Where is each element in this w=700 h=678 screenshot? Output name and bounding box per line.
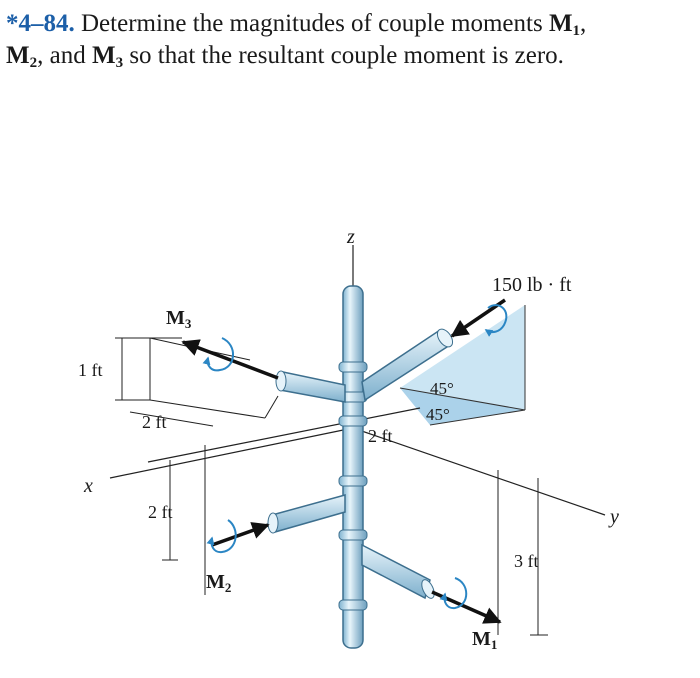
- problem-text-part-2: , and: [37, 42, 92, 69]
- x-axis-line: [110, 428, 353, 478]
- symbol-m2: $M_2$: [6, 42, 38, 71]
- upper-left-branch: [276, 371, 345, 402]
- axis-label-y: y: [610, 506, 619, 528]
- vertical-pipe: [339, 286, 367, 648]
- angle-label-lower: 45°: [426, 405, 450, 424]
- problem-number: *4–84.: [6, 10, 75, 37]
- dimension-lines: [130, 412, 548, 635]
- axis-label-x: x: [84, 475, 93, 497]
- dimension-label-2ft-lower: 2 ft: [148, 502, 173, 522]
- angle-label-upper: 45°: [430, 379, 454, 398]
- problem-separator: ,: [580, 10, 587, 37]
- label-m3: $M_3$: [166, 307, 192, 331]
- lower-right-branch: [362, 545, 437, 600]
- moment-150-label: 150 lb · ft: [492, 274, 572, 296]
- dimension-label-2ft-center: 2 ft: [368, 426, 393, 446]
- symbol-m3: $M_3$: [91, 42, 124, 71]
- symbol-m1: $M_1$: [548, 10, 581, 39]
- dimension-1ft: [115, 338, 278, 418]
- m2-vector: [212, 525, 268, 545]
- label-m1: $M_1$: [472, 628, 498, 652]
- lower-left-branch: [268, 495, 345, 533]
- problem-text-part-1: Determine the magnitudes of couple moments: [74, 10, 549, 37]
- dimension-label-2ft-left: 2 ft: [142, 412, 167, 432]
- problem-text-part-3: so that the resultant couple moment is zero.: [123, 42, 564, 69]
- axis-label-z: z: [347, 226, 355, 248]
- label-m2: $M_2$: [206, 571, 232, 595]
- dimension-label-3ft: 3 ft: [514, 551, 539, 571]
- dimension-label-1ft: 1 ft: [78, 360, 103, 380]
